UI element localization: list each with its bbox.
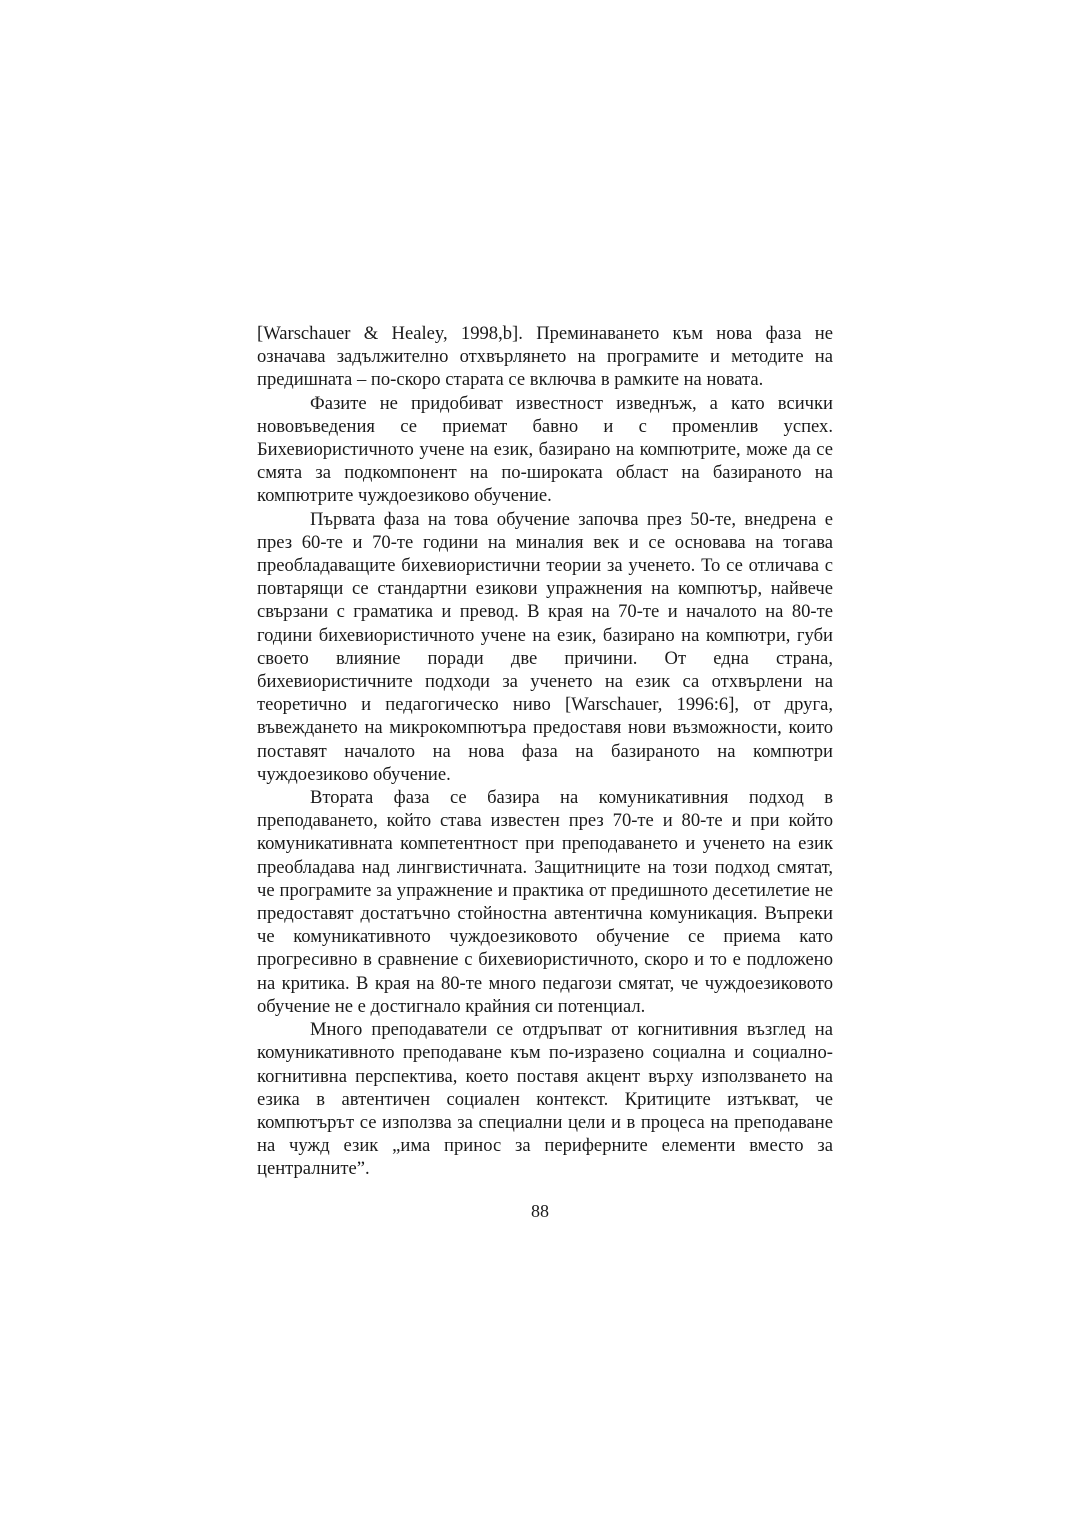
- paragraph: Втората фаза се базира на комуникативния подход в преподаването, който става известен през 70-те и 80-те и при който комуникативната компетентност при преподаването и ученето на език преобладава над лингвистичната. Защитниците на този подход смятат, че програмите за упражнение и практика от предишното десетилетие не предоставят достатъчно стойностна автентична комуникация. Въпреки че комуникативното чуждоезиковото обучение се приема като прогресивно в сравнение с бихевиористичното, скоро и то е подложено на критика. В края на 80-те много педагози смятат, че чуждоезиковото обучение не е достигнало крайния си потенциал.: [257, 787, 833, 1017]
- paragraph: Фазите не придобиват известност изведнъж, а като всички нововъведения се приемат бавно и с променлив успех. Бихевиористичното учене на език, базирано на компютрите, може да се смята за подкомпонент на по-широката област на базираното на компютрите чуждоезиково обучение.: [257, 392, 833, 507]
- body-text: [257, 322, 833, 1181]
- paragraph: Много преподаватели се отдръпват от когнитивния възглед на комуникативното преподаване към по-изразено социална и социално-когнитивна перспектива, което поставя акцент върху използването на езика в автентичен социален контекст. Критиците изтъкват, че компютърът се използва за специални цели и в процеса на преподаване на чужд език „има принос за периферните елементи вместо за централните”.: [257, 1019, 833, 1180]
- page-number: 88: [531, 1201, 549, 1221]
- paragraph: [Warschauer & Healey, 1998,b]. Преминаването към нова фаза не означава задължително отхвърлянето на програмите и методите на предишната – по-скоро старата се включва в рамките на новата.: [257, 323, 833, 391]
- paragraph: Първата фаза на това обучение започва през 50-те, внедрена е през 60-те и 70-те години на миналия век и се основава на тогава преобладаващите бихевиористични теории за ученето. То се отличава с повтарящи се стандартни езикови упражнения на компютър, найвече свързани с граматика и превод. В края на 70-те и началото на 80-те години бихевиористичното учене на език, базирано на компютри, губи своето влияние поради две причини. От една страна, бихевиористичните подходи за ученето на език са отхвърлени на теоретично и педагогическо ниво [Warschauer, 1996:6], от друга, въвеждането на микрокомпютъра предоставя нови възможности, които поставят началото на нова фаза на базираното на компютри чуждоезиково обучение.: [257, 508, 833, 785]
